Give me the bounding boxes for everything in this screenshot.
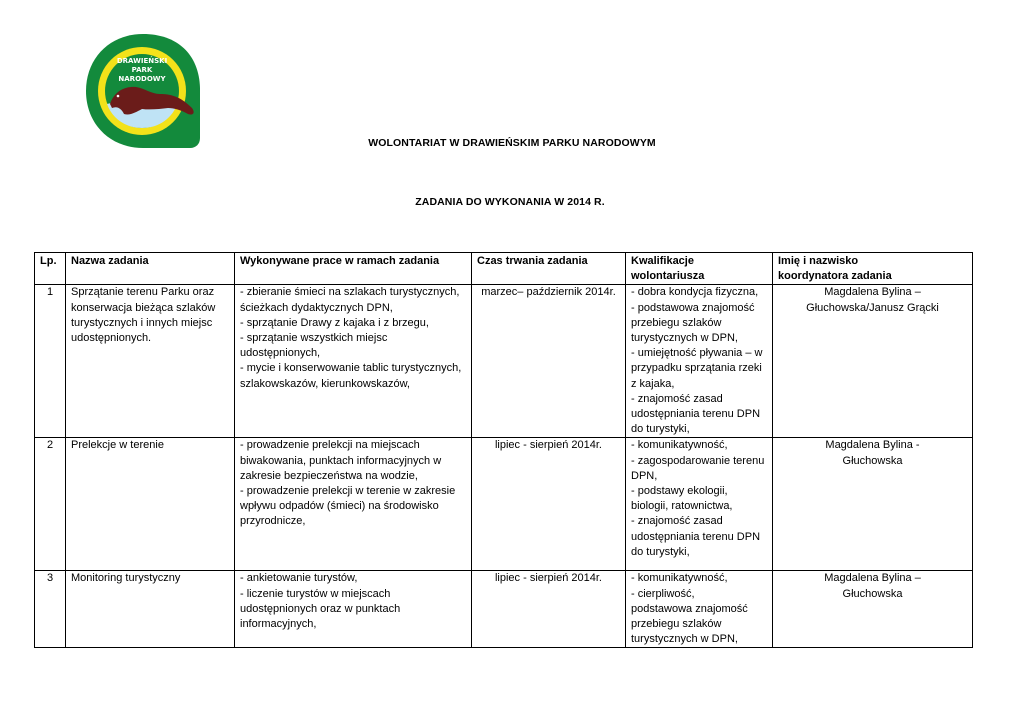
header-time: Czas trwania zadania [472,253,626,285]
text-line: Magdalena Bylina - [825,439,920,452]
work-cell [235,285,472,438]
task-name-cell [66,571,235,648]
text-line: Magdalena Bylina – [824,572,921,585]
header-task-name: Nazwa zadania [66,253,235,285]
coordinator-cell [773,438,973,571]
text-line: ścieżkach dydaktycznych DPN, [240,301,393,314]
task-name-cell [66,438,235,571]
park-logo [84,32,202,150]
text-line: informacyjnych, [240,618,317,631]
text-line: udostępniania terenu DPN [631,408,761,421]
text-line: - znajomość zasad [631,392,723,405]
table-row [35,438,973,571]
text-line: biwakowania, punktach informacyjnych w [240,454,442,467]
text-line: przebiegu szlaków [631,618,722,631]
text-line: udostępniania terenu DPN [631,530,761,543]
text-line: Monitoring turystyczny [71,572,181,585]
header-coordinator [773,253,973,285]
table-header-row [35,253,973,285]
otter-eye-icon [117,95,120,98]
work-cell [235,571,472,648]
row-number: 2 [35,438,66,571]
text-line: Głuchowska [842,454,903,467]
text-line: - podstawy ekologii, [631,485,728,498]
text-line: turystycznych w DPN, [631,332,738,345]
header-coordinator-line: koordynatora zadania [778,270,892,283]
time-cell: marzec– październik 2014r. [472,285,626,438]
text-line: DPN, [631,469,658,482]
logo-text-line1: DRAWIEŃSKI [116,57,168,65]
row-number: 3 [35,571,66,648]
coordinator-cell [773,285,973,438]
document-subtitle: ZADANIA DO WYKONANIA W 2014 R. [415,196,605,208]
text-line: - cierpliwość, [631,587,695,600]
text-line: turystycznych i innych miejsc [71,316,213,329]
text-line: - mycie i konserwowanie tablic turystycznych, [240,362,462,375]
table-row [35,571,973,648]
text-line: - znajomość zasad [631,515,723,528]
text-line: - prowadzenie prelekcji w terenie w zakresie [240,485,456,498]
header-qualifications: Kwalifikacje wolontariusza [626,253,773,285]
header-coordinator-line: Imię i nazwisko [778,255,859,267]
text-line: - sprzątanie Drawy z kajaka i z brzegu, [240,316,429,329]
text-line: biologii, ratownictwa, [631,500,733,513]
logo-text-line3: NARODOWY [118,75,166,83]
text-line: przypadku sprzątania rzeki [631,362,762,375]
qualifications-cell [626,438,773,571]
text-line: Głuchowska [842,587,903,600]
coordinator-cell [773,571,973,648]
text-line: - komunikatywność, [631,572,728,585]
text-line: - umiejętność pływania – w [631,347,763,360]
row-number: 1 [35,285,66,438]
text-line: - sprzątanie wszystkich miejsc [240,332,388,345]
time-cell: lipiec - sierpień 2014r. [472,571,626,648]
text-line: - liczenie turystów w miejscach [240,587,391,600]
header-work: Wykonywane prace w ramach zadania [235,253,472,285]
text-line: podstawowa znajomość [631,602,748,615]
text-line: zakresie bezpieczeństwa na wodzie, [240,469,418,482]
text-line: Głuchowska/Janusz Grącki [806,301,939,314]
document-title: WOLONTARIAT W DRAWIEŃSKIM PARKU NARODOWYM [368,137,656,149]
text-line: przyrodnicze, [240,515,306,528]
qualifications-cell [626,285,773,438]
header-lp: Lp. [35,253,66,285]
task-name-cell [66,285,235,438]
text-line: wpływu odpadów (śmieci) na środowisko [240,500,439,513]
text-line: udostępnionych oraz w punktach [240,602,401,615]
text-line: do turystyki, [631,545,690,558]
text-line: do turystyki, [631,423,690,436]
text-line: Prelekcje w terenie [71,439,164,452]
text-line: udostępnionych. [71,332,152,345]
tasks-table [34,252,973,648]
text-line: szlakowskazów, kierunkowskazów, [240,377,410,390]
time-cell: lipiec - sierpień 2014r. [472,438,626,571]
text-line: Sprzątanie terenu Parku oraz [71,286,215,299]
logo-text-line2: PARK [131,66,153,74]
text-line: konserwacja bieżąca szlaków [71,301,216,314]
text-line: przebiegu szlaków [631,316,722,329]
text-line: - zagospodarowanie terenu [631,454,765,467]
text-line: turystycznych w DPN, [631,633,738,646]
text-line: - prowadzenie prelekcji na miejscach [240,439,420,452]
text-line: - komunikatywność, [631,439,728,452]
text-line: - podstawowa znajomość [631,301,755,314]
text-line: udostępnionych, [240,347,321,360]
text-line: Magdalena Bylina – [824,286,921,299]
qualifications-cell [626,571,773,648]
text-line: - zbieranie śmieci na szlakach turystycznych, [240,286,460,299]
text-line: - ankietowanie turystów, [240,572,358,585]
work-cell [235,438,472,571]
table-row [35,285,973,438]
text-line: z kajaka, [631,377,675,390]
text-line: - dobra kondycja fizyczna, [631,286,759,299]
